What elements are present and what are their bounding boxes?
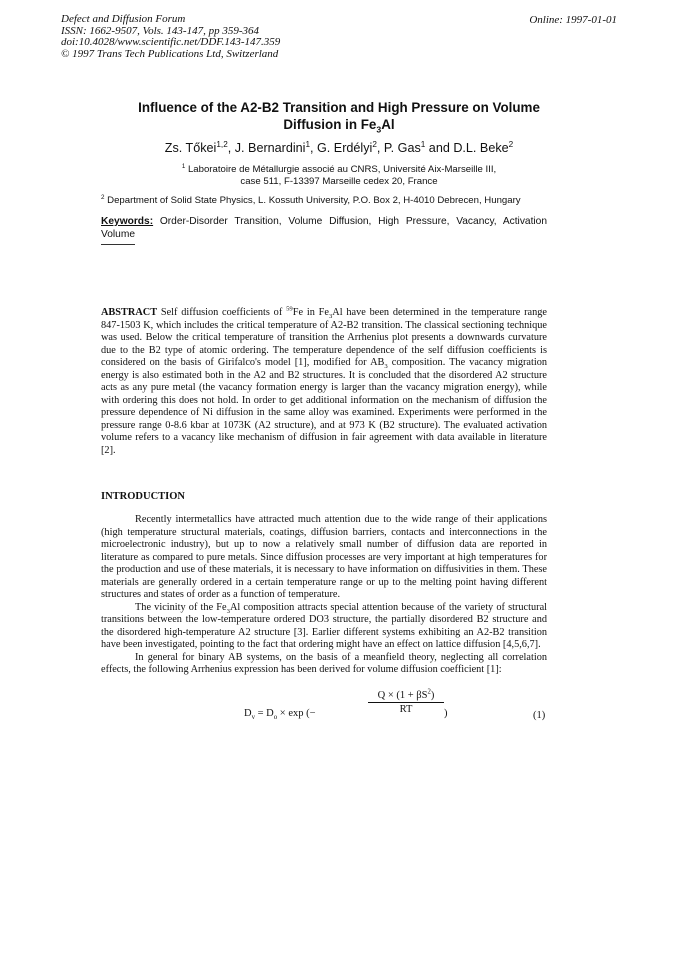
introduction-body	[101, 514, 547, 677]
keywords-text: Order-Disorder Transition, Volume Diffusion, High Pressure, Vacancy, Activation Volume	[101, 216, 547, 240]
section-heading-introduction: INTRODUCTION	[101, 491, 186, 502]
equation-denominator: RT	[399, 704, 413, 715]
keywords-label: Keywords:	[101, 216, 154, 227]
paragraph: In general for binary AB systems, on the basis of a meanfield theory, neglecting all correlation effects, the following Arrhenius expression has been derived for volume diffusion coefficient [1]:	[101, 651, 547, 675]
author: and D.L. Beke	[425, 141, 509, 155]
paper-title	[61, 99, 617, 133]
abstract: ABSTRACT Self diffusion coefficients of $^{59}$Fe in $Fe_3Al$ have been determined in the temperature range 847-1503 K, which includes the critical temperature of A2-B2 transition. The classical sectioning technique was used. Below the critical temperature of transition the Arrhenius plot presents a downwards curvature due to the B2 type of atomic ordering. The temperature dependence of the self diffusion coefficients is considered on the basis of Girifalco's model [1], modified for $AB_3$ composition. The vacancy migration energy is also estimated both in the A2 and B2 structures. It is concluded that the disordered A2 structure acts as any pure metal (the vacancy formation energy is larger than the vacancy migration energy), while with ordering this does not hold. In order to get additional information on the mechanism of diffusion the pressure dependence of Ni diffusion in the same alloy was examined. Experiments were performed in the pressure range 0-8.6 kbar at 1073K (A2 structure), and at 973 K (B2 structure). The evaluated activation volume refers to a vacancy like mechanism of diffusion in fair agreement with data available in literature [2].	[101, 305, 547, 456]
author: , J. Bernardini	[227, 141, 306, 155]
author: , P. Gas	[376, 141, 421, 155]
title-line-2: Diffusion in $Fe_3Al$	[283, 117, 395, 135]
running-header	[61, 14, 280, 60]
equation-lhs: $D_v = D_o \times \exp$ (−	[244, 708, 316, 722]
keywords-divider	[101, 244, 135, 245]
paragraph: The vicinity of the $Fe_3Al$ composition attracts special attention because of the variety of structural transitions between the low-temperature ordered DO3 structure, the partially disordered B2 structure and the disordered high-temperature A2 structure [3]. Earlier different systems exhibiting an A2-B2 transition have been investigated, pointing to the fact that ordering might have an effect on lattice diffusion [4,5,6,7].	[101, 601, 548, 650]
online-date: Online: 1997-01-01	[529, 14, 617, 26]
affiliation-1: $^1$ Laboratoire de Métallurgie associé au CNRS, Université Aix-Marseille III, case 511, F-13397 Marseille cedex 20, France	[181, 162, 497, 187]
keywords	[101, 216, 547, 241]
copyright-line: © 1997 Trans Tech Publications Ltd, Switzerland	[61, 47, 279, 60]
paragraph: Recently intermetallics have attracted much attention due to the wide range of their applications (high temperature structural materials, coatings, diffusion barriers, contacts and interconnections in the microelectronic industry), but up to now a relatively small number of diffusion data are reported in literature as compared to pure metals. Since diffusion processes are very important at high temperatures for the production and use of these materials, it is necessary to have information on diffusivities in them. These materials are generally ordered in a certain temperature range or up to the melting point having different structures and states of order as a function of temperature.	[101, 514, 547, 600]
equation-close-paren: )	[444, 708, 448, 719]
author-list: Zs. Tőkei$^{1,2}$, J. Bernardini$^1$, G. Erdélyi$^2$, P. Gas$^1$ and D.L. Beke$^2$	[164, 139, 514, 155]
doi-line[interactable]: doi:10.4028/www.scientific.net/DDF.143-147.359	[61, 36, 281, 48]
author: , G. Erdélyi	[310, 141, 373, 155]
author: Zs. Tőkei	[164, 141, 217, 155]
issn-line: ISSN: 1662-9507, Vols. 143-147, pp 359-364	[61, 24, 259, 37]
abstract-label: ABSTRACT	[101, 307, 158, 318]
equation-fraction	[368, 690, 444, 715]
journal-name: Defect and Diffusion Forum	[61, 13, 186, 25]
equation-numerator: $Q \times (1 + \beta S^2)$	[368, 690, 444, 703]
equation-number: (1)	[533, 710, 546, 721]
title-line-1: Influence of the A2-B2 Transition and High Pressure on Volume	[138, 100, 540, 115]
affiliation-2: $^2$ Department of Solid State Physics, L. Kossuth University, P.O. Box 2, H-4010 Debrecen, Hungary	[101, 193, 521, 206]
